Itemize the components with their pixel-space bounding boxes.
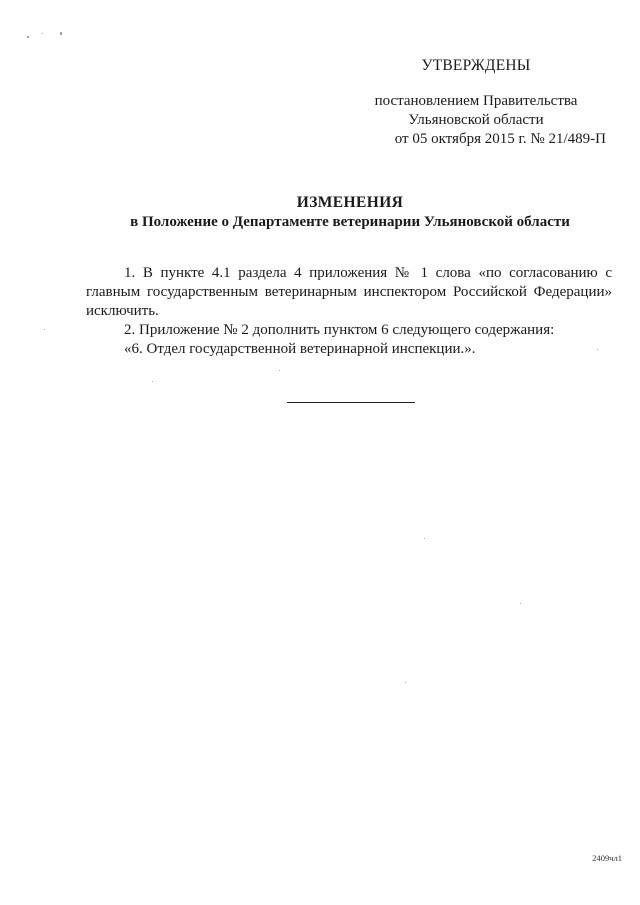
footer-code: 2409чл1 [592, 853, 622, 863]
end-divider [287, 402, 415, 403]
approval-stamp: УТВЕРЖДЕНЫ [421, 57, 531, 74]
approval-line-2: Ульяновской области [408, 112, 544, 128]
scan-speck [520, 603, 521, 604]
document-title: ИЗМЕНЕНИЯ [296, 194, 404, 211]
scan-speck [424, 538, 425, 539]
item-1: 1. В пункте 4.1 раздела 4 приложения № 1 слова «по согласованию с главным государственным ветеринарным инспектором Российской Федерации» исключить. [86, 265, 612, 319]
scan-speck [597, 349, 598, 350]
document-subtitle: в Положение о Департаменте ветеринарии Ульяновской области [130, 214, 570, 230]
scan-speck [60, 32, 62, 35]
document-body [86, 264, 612, 359]
approval-line-3: от 05 октября 2015 г. № 21/489-П [394, 131, 606, 147]
approval-line-1: постановлением Правительства [374, 93, 578, 109]
item-3: «6. Отдел государственной ветеринарной инспекции.». [124, 341, 476, 357]
scan-speck [44, 329, 45, 330]
scan-speck [42, 33, 43, 34]
scan-speck [405, 682, 406, 683]
scan-speck [152, 381, 153, 382]
item-2: 2. Приложение № 2 дополнить пунктом 6 следующего содержания: [124, 322, 555, 338]
scan-speck [27, 36, 29, 38]
scan-speck [279, 370, 280, 371]
